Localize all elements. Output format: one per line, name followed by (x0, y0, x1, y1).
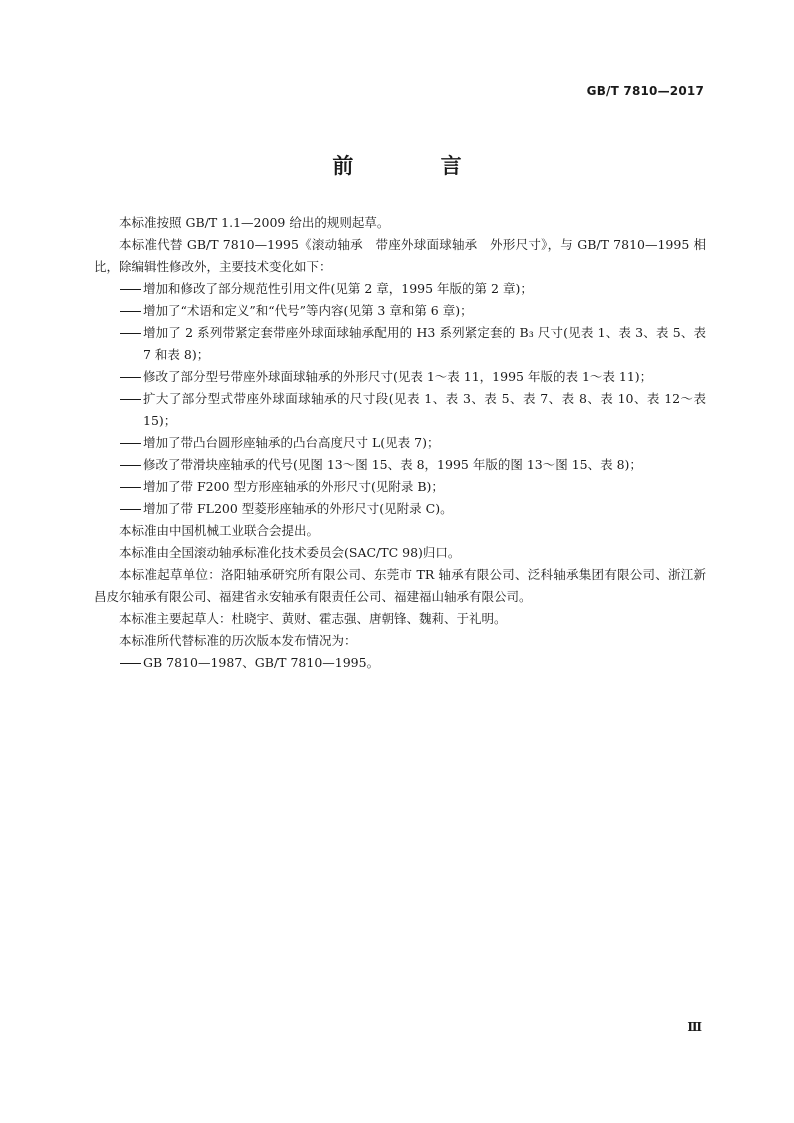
dash-bullet (119, 322, 143, 366)
list-item (119, 366, 706, 388)
paragraph: 本标准按照 GB/T 1.1—2009 给出的规则起草。 (119, 215, 390, 230)
list-item (119, 278, 706, 300)
list-item-text: 增加了“术语和定义”和“代号”等内容(见第 3 章和第 6 章)； (143, 303, 473, 318)
dash-bullet (119, 388, 143, 432)
list-item-text: GB 7810—1987、GB/T 7810—1995。 (143, 655, 380, 670)
list-item (119, 498, 706, 520)
list-item-text: 增加和修改了部分规范性引用文件(见第 2 章，1995 年版的第 2 章)； (143, 281, 533, 296)
dash-bullet (119, 432, 143, 454)
list-item-text: 增加了带 F200 型方形座轴承的外形尺寸(见附录 B)； (143, 479, 444, 494)
dash-bullet (119, 476, 143, 498)
list-item-text: 修改了带滑块座轴承的代号(见图 13～图 15、表 8，1995 年版的图 13～图 15、表 8)； (143, 457, 642, 472)
dash-bullet (119, 454, 143, 476)
standard-code: GB/T 7810—2017 (586, 84, 704, 98)
list-item (119, 388, 706, 432)
paragraph: 本标准代替 GB/T 7810—1995《滚动轴承 带座外球面球轴承 外形尺寸》，与 GB/T 7810—1995 相比，除编辑性修改外，主要技术变化如下： (94, 237, 706, 274)
list-item (119, 432, 706, 454)
list-item (119, 476, 706, 498)
paragraph: 本标准起草单位：洛阳轴承研究所有限公司、东莞市 TR 轴承有限公司、泛科轴承集团有限公司、浙江新昌皮尔轴承有限公司、福建省永安轴承有限责任公司、福建福山轴承有限公司。 (94, 567, 706, 604)
list-item-text: 增加了带 FL200 型菱形座轴承的外形尺寸(见附录 C)。 (143, 501, 453, 516)
paragraph: 本标准所代替标准的历次版本发布情况为： (119, 633, 357, 648)
list-item (119, 454, 706, 476)
list-item (119, 652, 706, 674)
page-title: 前 言 (332, 154, 502, 178)
dash-bullet (119, 652, 143, 674)
list-item-text: 扩大了部分型式带座外球面球轴承的尺寸段(见表 1、表 3、表 5、表 7、表 8、表 10、表 12～表 15)； (143, 391, 706, 428)
page-number: Ⅲ (687, 1020, 702, 1034)
dash-bullet (119, 498, 143, 520)
dash-bullet (119, 278, 143, 300)
list-item (119, 322, 706, 366)
paragraph: 本标准由中国机械工业联合会提出。 (119, 523, 320, 538)
paragraph: 本标准主要起草人：杜晓宇、黄财、霍志强、唐朝锋、魏莉、于礼明。 (119, 611, 507, 626)
paragraph: 本标准由全国滚动轴承标准化技术委员会(SAC/TC 98)归口。 (119, 545, 461, 560)
list-item (119, 300, 706, 322)
dash-bullet (119, 300, 143, 322)
dash-bullet (119, 366, 143, 388)
foreword-body (94, 212, 706, 674)
list-item-text: 修改了部分型号带座外球面球轴承的外形尺寸(见表 1～表 11，1995 年版的表 1～表 11)； (143, 369, 653, 384)
list-item-text: 增加了 2 系列带紧定套带座外球面球轴承配用的 H3 系列紧定套的 B₃ 尺寸(见表 1、表 3、表 5、表 7 和表 8)； (143, 325, 706, 362)
list-item-text: 增加了带凸台圆形座轴承的凸台高度尺寸 L(见表 7)； (143, 435, 440, 450)
